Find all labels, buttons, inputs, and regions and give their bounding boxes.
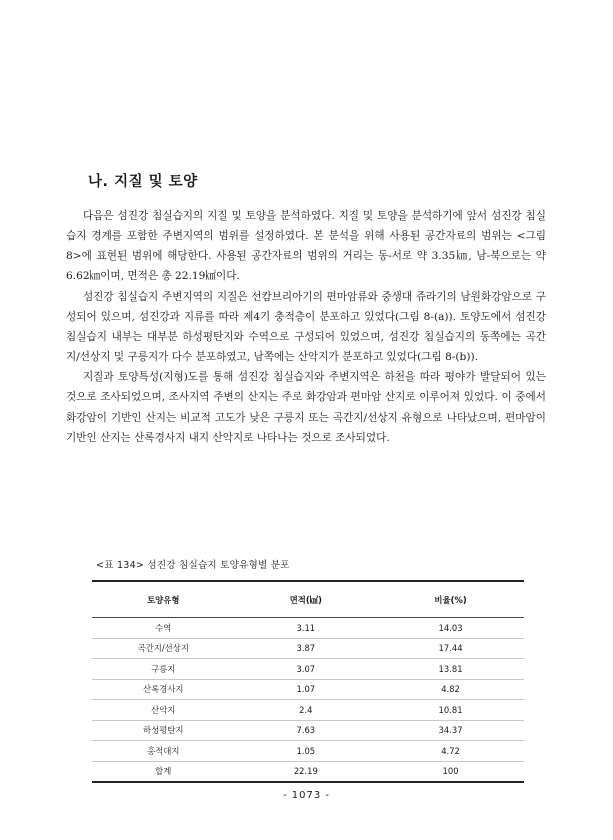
- cell-soil-type: 산악지: [92, 700, 235, 721]
- body-text: [66, 206, 546, 448]
- table-row: [92, 720, 524, 741]
- cell-soil-type: 구릉지: [92, 659, 235, 680]
- paragraph-landform-summary: 지질과 토양특성(지형)도를 통해 섬진강 침실습지와 주변지역은 하천을 따라 평야가 발달되어 있는 것으로 조사되었으며, 조사지역 주변의 산지는 주로 화강암과 편마암 산지로 이루어져 있었다. 이 중에서 화강암이 기반인 산지는 비교적 고도가 낮은 구릉지 또는 곡간지/선상지 유형으로 나타났으며, 편마암이 기반인 산지는 산록경사지 내지 산악지로 나타나는 것으로 조사되었다.: [66, 371, 546, 444]
- page-number: - 1073 -: [282, 790, 331, 801]
- cell-ratio: 10.81: [377, 700, 524, 721]
- cell-soil-type: 홍적대지: [92, 741, 235, 762]
- header-ratio: 비율(%): [377, 581, 524, 618]
- cell-area: 1.07: [235, 679, 378, 700]
- table-row: [92, 659, 524, 680]
- cell-soil-type: 하성평탄지: [92, 720, 235, 741]
- cell-soil-type: 산록경사지: [92, 679, 235, 700]
- table-row: [92, 618, 524, 639]
- paragraph-geology: 섬진강 침실습지 주변지역의 지질은 선캄브리아기의 편마암류와 중생대 쥬라기의 남원화강암으로 구성되어 있으며, 섬진강과 지류를 따라 제4기 충적층이 분포하고 있었다(그림 8-(a)). 토양도에서 섬진강 침실습지 내부는 대부분 하성평탄지와 수역으로 구성되어 있었으며, 섬진강 침실습지의 동쪽에는 곡간지/선상지 및 구릉지가 다수 분포하였고, 남쪽에는 산악지가 분포하고 있었다(그림 8-(b)).: [66, 290, 546, 364]
- soil-type-table: [92, 580, 524, 783]
- table-row: [92, 638, 524, 659]
- table-header-row: [92, 581, 524, 618]
- cell-ratio: 17.44: [377, 638, 524, 659]
- cell-area: 22.19: [235, 761, 378, 782]
- cell-ratio: 14.03: [377, 618, 524, 639]
- table-row: [92, 741, 524, 762]
- cell-area: 3.11: [235, 618, 378, 639]
- cell-ratio: 4.82: [377, 679, 524, 700]
- paragraph-soil-analysis-scope: 다음은 섬진강 침실습지의 지질 및 토양을 분석하였다. 지질 및 토양을 분석하기에 앞서 섬진강 침실습지 경계를 포함한 주변지역의 범위를 설정하였다. 본 분석을 위해 사용된 공간자료의 범위는 <그림 8>에 표현된 범위에 해당한다. 사용된 공간자료의 범위의 거리는 동-서로 약 3.35㎞, 남-북으로는 약 6.62㎞이며, 면적은 총 22.19㎢이다.: [66, 210, 546, 283]
- cell-ratio: 34.37: [377, 720, 524, 741]
- table-row: [92, 700, 524, 721]
- cell-ratio: 4.72: [377, 741, 524, 762]
- cell-area: 2.4: [235, 700, 378, 721]
- cell-soil-type: 수역: [92, 618, 235, 639]
- cell-soil-type: 곡간지/선상지: [92, 638, 235, 659]
- table-row: [92, 679, 524, 700]
- cell-area: 3.87: [235, 638, 378, 659]
- table-caption: <표 134> 섬진강 침실습지 토양유형별 분포: [96, 560, 290, 571]
- table-total-row: [92, 761, 524, 782]
- cell-ratio: 13.81: [377, 659, 524, 680]
- cell-ratio: 100: [377, 761, 524, 782]
- header-soil-type: 토양유형: [92, 581, 235, 618]
- section-title: 나. 지질 및 토양: [88, 174, 198, 190]
- cell-area: 1.05: [235, 741, 378, 762]
- header-area: 면적(㎢): [235, 581, 378, 618]
- cell-soil-type: 합계: [92, 761, 235, 782]
- cell-area: 3.07: [235, 659, 378, 680]
- cell-area: 7.63: [235, 720, 378, 741]
